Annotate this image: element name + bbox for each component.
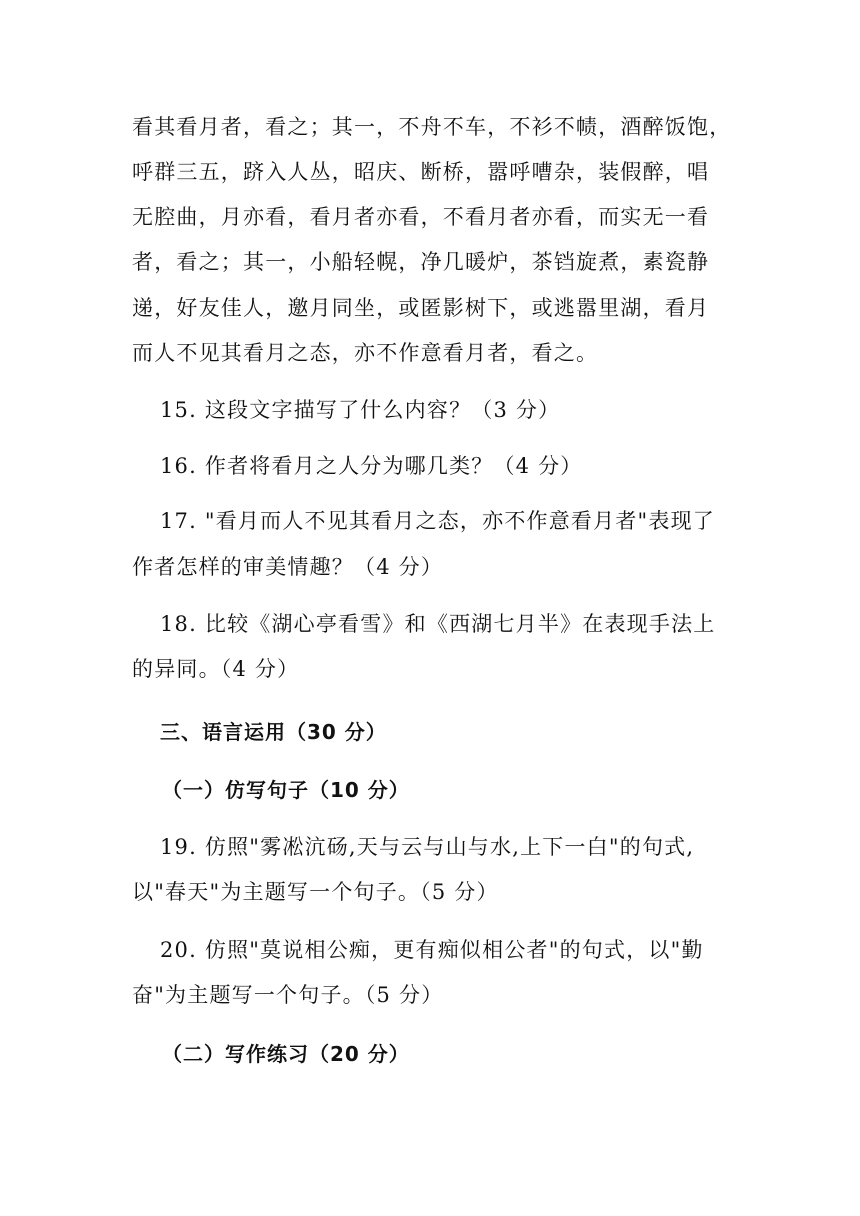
question-17-line-1: 17. "看月而人不见其看月之态，亦不作意看月者"表现了 bbox=[160, 509, 715, 533]
passage-line-1: 看其看月者，看之；其一，不舟不车，不衫不帻，酒醉饭饱， bbox=[132, 115, 732, 139]
part-1-title: （一）仿写句子（10 分） bbox=[162, 778, 410, 802]
part-2-title: （二）写作练习（20 分） bbox=[162, 1042, 410, 1066]
question-19-line-2: 以"春天"为主题写一个句子。（5 分） bbox=[132, 880, 499, 904]
question-20-line-2: 奋"为主题写一个句子。（5 分） bbox=[132, 983, 444, 1007]
question-17-line-2: 作者怎样的审美情趣？（4 分） bbox=[132, 555, 444, 579]
question-18-line-2: 的异同。（4 分） bbox=[132, 657, 300, 681]
passage-line-3: 无腔曲，月亦看，看月者亦看，不看月者亦看，而实无一看 bbox=[132, 205, 710, 229]
section-3-title: 三、语言运用（30 分） bbox=[160, 720, 387, 744]
question-15: 15. 这段文字描写了什么内容？（3 分） bbox=[160, 398, 561, 422]
question-18-line-1: 18. 比较《湖心亭看雪》和《西湖七月半》在表现手法上 bbox=[160, 612, 716, 636]
passage-line-5: 递，好友佳人，邀月同坐，或匿影树下，或逃嚣里湖，看月 bbox=[132, 296, 710, 320]
question-20-line-1: 20. 仿照"莫说相公痴，更有痴似相公者"的句式，以"勤 bbox=[160, 938, 704, 962]
question-16: 16. 作者将看月之人分为哪几类？（4 分） bbox=[160, 454, 583, 478]
question-19-line-1: 19. 仿照"雾凇沆砀,天与云与山与水,上下一白"的句式, bbox=[160, 835, 695, 859]
passage-line-6: 而人不见其看月之态，亦不作意看月者，看之。 bbox=[132, 341, 599, 365]
passage-line-4: 者，看之；其一，小船轻幌，净几暖炉，茶铛旋煮，素瓷静 bbox=[132, 250, 710, 274]
passage-line-2: 呼群三五，跻入人丛，昭庆、断桥，嚣呼嘈杂，装假醉，唱 bbox=[132, 160, 710, 184]
